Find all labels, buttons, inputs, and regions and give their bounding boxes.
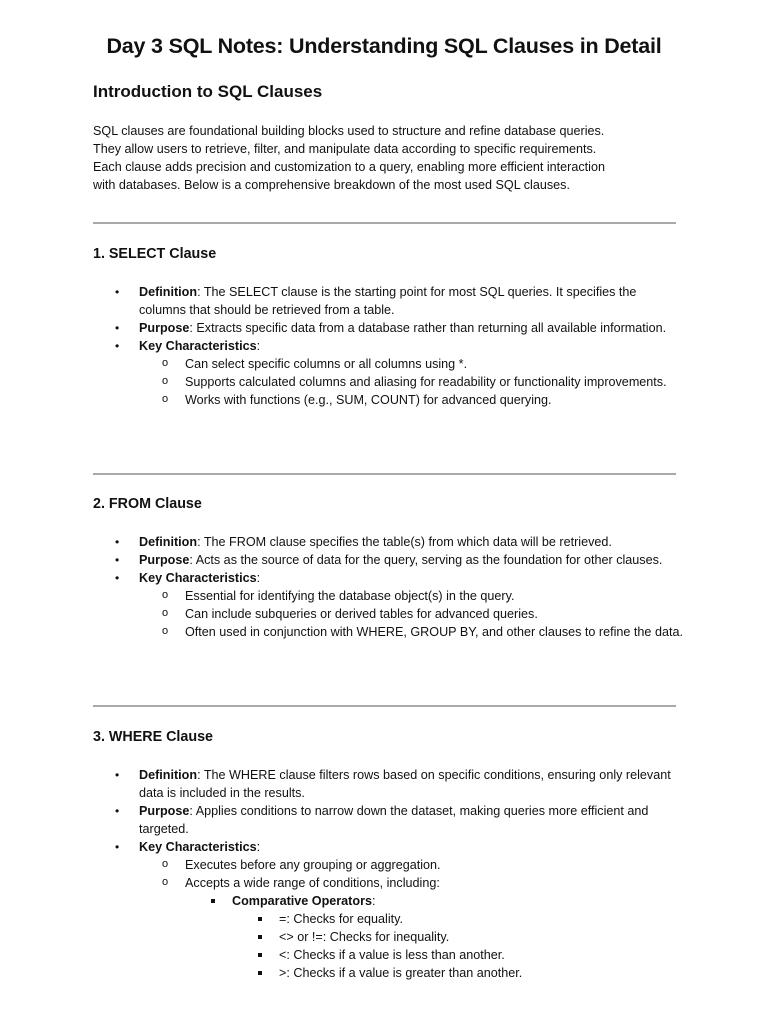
characteristics-list bbox=[139, 856, 683, 982]
operators-list bbox=[232, 910, 683, 982]
operator-item: <> or !=: Checks for inequality. bbox=[232, 928, 683, 946]
purpose-text: : Extracts specific data from a database rather than returning all available information. bbox=[189, 321, 667, 335]
characteristics-list bbox=[139, 587, 683, 641]
key-characteristics-label: Key Characteristics bbox=[139, 571, 257, 585]
purpose-label: Purpose bbox=[139, 804, 190, 818]
key-characteristics-colon: : bbox=[256, 571, 261, 585]
comparative-operators-item bbox=[185, 892, 683, 982]
characteristics-list bbox=[139, 355, 683, 409]
key-characteristics-colon: : bbox=[256, 339, 261, 353]
definition-label: Definition bbox=[139, 285, 198, 299]
where-clause-heading: 3. WHERE Clause bbox=[93, 729, 213, 745]
list-item: o Essential for identifying the database object(s) in the query. bbox=[139, 587, 683, 605]
definition-text: : The FROM clause specifies the table(s) from which data will be retrieved. bbox=[197, 535, 612, 549]
definition-item bbox=[93, 766, 683, 802]
purpose-item bbox=[93, 319, 683, 337]
section-divider bbox=[93, 222, 676, 224]
comparative-operators-label: Comparative Operators bbox=[232, 894, 372, 908]
operator-item: =: Checks for equality. bbox=[232, 910, 683, 928]
select-clause-list bbox=[93, 283, 683, 409]
list-item: o Can select specific columns or all columns using *. bbox=[139, 355, 683, 373]
list-item bbox=[139, 874, 683, 982]
operator-item: >: Checks if a value is greater than another. bbox=[232, 964, 683, 982]
operator-item: <: Checks if a value is less than another. bbox=[232, 946, 683, 964]
definition-text: : The SELECT clause is the starting point for most SQL queries. It specifies the columns that should be retrieved from a table. bbox=[139, 285, 637, 317]
intro-line: Each clause adds precision and customization to a query, enabling more efficient interaction bbox=[93, 160, 605, 174]
definition-item bbox=[93, 533, 683, 551]
purpose-label: Purpose bbox=[139, 321, 190, 335]
list-item: o Can include subqueries or derived tables for advanced queries. bbox=[139, 605, 683, 623]
comparative-operators-colon: : bbox=[371, 894, 376, 908]
section-divider bbox=[93, 473, 676, 475]
definition-label: Definition bbox=[139, 535, 198, 549]
key-characteristics-item bbox=[93, 569, 683, 641]
list-item: o Executes before any grouping or aggregation. bbox=[139, 856, 683, 874]
list-item: o Supports calculated columns and aliasing for readability or functionality improvements. bbox=[139, 373, 683, 391]
intro-line: with databases. Below is a comprehensive breakdown of the most used SQL clauses. bbox=[93, 178, 570, 192]
purpose-item bbox=[93, 551, 683, 569]
intro-line: They allow users to retrieve, filter, and manipulate data according to specific requirements. bbox=[93, 142, 597, 156]
intro-heading: Introduction to SQL Clauses bbox=[93, 82, 323, 101]
intro-paragraph bbox=[93, 122, 683, 194]
select-clause-heading: 1. SELECT Clause bbox=[93, 246, 217, 262]
section-divider bbox=[93, 705, 676, 707]
purpose-text: : Acts as the source of data for the query, serving as the foundation for other clauses. bbox=[189, 553, 663, 567]
purpose-label: Purpose bbox=[139, 553, 190, 567]
list-item-text: Accepts a wide range of conditions, including: bbox=[185, 876, 440, 890]
key-characteristics-item bbox=[93, 337, 683, 409]
from-clause-heading: 2. FROM Clause bbox=[93, 496, 202, 512]
definition-label: Definition bbox=[139, 768, 198, 782]
key-characteristics-item bbox=[93, 838, 683, 982]
comparative-list bbox=[185, 892, 683, 982]
key-characteristics-label: Key Characteristics bbox=[139, 339, 257, 353]
document-title: Day 3 SQL Notes: Understanding SQL Clauses in Detail bbox=[106, 34, 662, 58]
from-clause-list bbox=[93, 533, 683, 641]
definition-item bbox=[93, 283, 683, 319]
intro-line: SQL clauses are foundational building blocks used to structure and refine database queries. bbox=[93, 124, 605, 138]
list-item: o Often used in conjunction with WHERE, GROUP BY, and other clauses to refine the data. bbox=[139, 623, 683, 641]
definition-text: : The WHERE clause filters rows based on specific conditions, ensuring only relevant data is included in the results. bbox=[139, 768, 671, 800]
key-characteristics-colon: : bbox=[256, 840, 261, 854]
where-clause-list bbox=[93, 766, 683, 982]
key-characteristics-label: Key Characteristics bbox=[139, 840, 257, 854]
purpose-text: : Applies conditions to narrow down the dataset, making queries more efficient and targeted. bbox=[139, 804, 649, 836]
list-item: o Works with functions (e.g., SUM, COUNT) for advanced querying. bbox=[139, 391, 683, 409]
purpose-item bbox=[93, 802, 683, 838]
